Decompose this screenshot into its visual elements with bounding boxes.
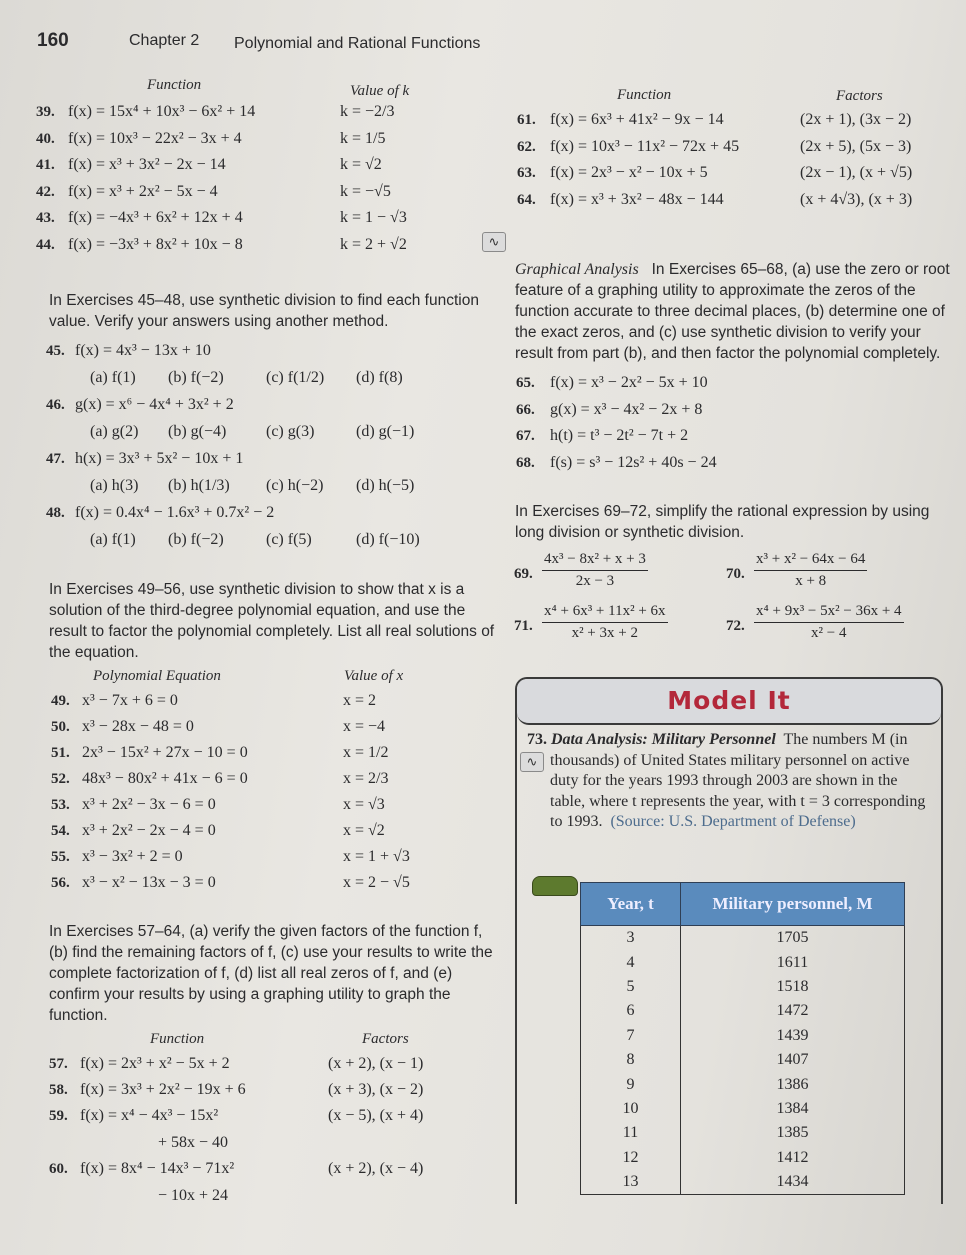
denominator: x² − 4 [811,625,847,641]
exercise-number: 70. [726,566,745,582]
numerator: x⁴ + 6x³ + 11x² + 6x [542,603,668,623]
table-row [581,1097,905,1121]
exercise-factors: (x + 2), (x − 4) [328,1160,424,1177]
exercise-function: f(x) = x³ + 3x² − 48x − 144 [550,190,724,208]
column-header-function: Function [147,77,202,93]
chapter-title: Polynomial and Rational Functions [234,35,481,52]
exercise-value: x = √2 [343,822,385,839]
exercise-value: k = √2 [340,156,382,174]
denominator: x² + 3x + 2 [571,625,638,641]
function-value-part: (c) h(−2) [266,477,324,494]
year-cell: 12 [581,1146,681,1170]
exercise-function: f(x) = x³ + 2x² − 5x − 4 [68,182,218,200]
table-row [581,999,905,1023]
instructions-45-48: In Exercises 45–48, use synthetic division to find each function value. Verify your answers using another method. [49,292,479,330]
year-cell: 5 [581,975,681,999]
column-header-equation: Polynomial Equation [93,668,221,684]
exercise-value: k = −2/3 [340,103,395,120]
exercise-function: f(s) = s³ − 12s² + 40s − 24 [550,454,717,472]
exercise-number: 52. [51,771,70,787]
table-row [581,950,905,974]
table-row [581,926,905,951]
exercise-number: 56. [51,875,70,891]
exercise-function: x³ − 3x² + 2 = 0 [82,848,183,865]
year-cell: 9 [581,1072,681,1096]
exercise-function: 2x³ − 15x² + 27x − 10 = 0 [82,744,248,761]
exercise-number: 71. [514,618,533,634]
exercise-number: 40. [36,130,55,147]
exercise-function: h(x) = 3x³ + 5x² − 10x + 1 [75,450,244,467]
exercise-number: 41. [36,157,55,174]
year-cell: 10 [581,1097,681,1121]
exercise-73-number: 73. [527,731,547,748]
table-row [581,1146,905,1170]
numerator: x³ + x² − 64x − 64 [754,551,867,571]
exercise-function: 48x³ − 80x² + 41x − 6 = 0 [82,770,248,787]
year-cell: 11 [581,1121,681,1145]
table-row [581,1024,905,1048]
exercise-function: f(x) = 3x³ + 2x² − 19x + 6 [80,1081,246,1098]
exercise-function: f(x) = 2x³ − x² − 10x + 5 [550,164,708,181]
exercise-number: 43. [36,210,55,227]
exercise-73-source: (Source: U.S. Department of Defense) [610,813,856,830]
instructions-49-56: In Exercises 49–56, use synthetic division to show that x is a solution of the third-degree polynomial equation, and use the result to factor the polynomial completely. List all real solutions of the equation. [49,581,495,661]
table-row [581,975,905,999]
exercise-number: 46. [46,397,65,413]
function-value-part: (b) h(1/3) [168,477,230,494]
exercise-factors: (x + 2), (x − 1) [328,1055,424,1072]
exercise-value: x = √3 [343,796,385,813]
year-cell: 3 [581,926,681,951]
exercise-number: 69. [514,566,533,582]
function-value-part: (a) g(2) [90,423,139,440]
exercise-function: f(x) = 8x⁴ − 14x³ − 71x² [80,1160,235,1177]
exercise-function: x³ + 2x² − 3x − 6 = 0 [82,796,216,813]
exercise-value: (2x + 5), (5x − 3) [800,137,912,155]
function-value-part: (d) h(−5) [356,477,415,494]
exercise-function: f(x) = 0.4x⁴ − 1.6x³ + 0.7x² − 2 [75,504,275,521]
exercise-value: x = 2/3 [343,770,389,787]
exercise-function: x³ − 7x + 6 = 0 [82,692,178,709]
exercise-number: 55. [51,849,70,865]
exercise-number: 61. [517,112,536,128]
personnel-cell: 1705 [681,926,905,951]
exercise-number: 50. [51,719,70,735]
exercise-value: k = 1 − √3 [340,209,407,227]
column-header-year: Year, t [581,883,681,926]
exercise-number: 58. [49,1082,68,1098]
instructions-65-68 [515,259,961,364]
exercise-number: 45. [46,343,65,359]
rational-expression [754,551,867,590]
column-header-function-57: Function [150,1031,205,1047]
denominator: 2x − 3 [575,573,615,589]
model-it-title: Model It [517,679,941,725]
personnel-cell: 1412 [681,1146,905,1170]
exercise-value: (2x + 1), (3x − 2) [800,111,912,128]
chapter-label: Chapter 2 [129,32,200,49]
exercise-function: f(x) = −3x³ + 8x² + 10x − 8 [68,236,243,253]
function-value-part: (c) g(3) [266,423,315,440]
exercise-function: f(x) = x³ + 3x² − 2x − 14 [68,156,226,174]
instructions-57-64: In Exercises 57–64, (a) verify the given factors of the function f, (b) find the remaining factors of f, (c) use your results to write the complete factorization of f, (d) list all real zeros of f, and (e) confirm your results by using a graphing utility to graph the function. [49,923,493,1024]
rational-expression [542,603,668,642]
exercise-function: f(x) = −4x³ + 6x² + 12x + 4 [68,209,243,227]
instructions-65-68-text: In Exercises 65–68, (a) use the zero or root feature of a graphing utility to approximate the zeros of the function accurate to three decimal places, (b) determine one of the exact zeros, and (c) use synthetic division to verify your result from part (b), and then factor the polynomial completely. [515,261,950,362]
exercise-function: x³ + 2x² − 2x − 4 = 0 [82,822,216,839]
exercise-number: 49. [51,693,70,709]
exercise-number: 57. [49,1056,68,1072]
column-header-x: Value of x [344,668,404,684]
personnel-cell: 1386 [681,1072,905,1096]
column-header-factors-61: Factors [836,88,883,104]
personnel-cell: 1472 [681,999,905,1023]
exercise-number: 67. [516,428,535,445]
table-row [581,1170,905,1195]
function-value-part: (b) g(−4) [168,423,227,440]
function-value-part: (a) f(1) [90,369,136,386]
year-cell: 7 [581,1024,681,1048]
personnel-cell: 1407 [681,1048,905,1072]
exercise-value: x = 1 + √3 [343,848,410,865]
exercise-number: 42. [36,183,55,200]
function-value-part: (a) f(1) [90,531,136,548]
graphing-utility-icon: ∿ [520,752,544,772]
table-row [581,1072,905,1096]
exercise-value: x = 1/2 [343,744,389,761]
exercise-number: 39. [36,104,55,120]
numerator: 4x³ − 8x² + x + 3 [542,551,648,571]
exercise-function: f(x) = 6x³ + 41x² − 9x − 14 [550,111,724,128]
exercise-value: (x + 4√3), (x + 3) [800,190,913,208]
column-header-factors-57: Factors [362,1031,409,1047]
column-header-k: Value of k [350,83,410,99]
exercise-factors: (x + 3), (x − 2) [328,1081,424,1098]
exercise-value: x = 2 − √5 [343,874,410,891]
exercise-number: 47. [46,451,65,467]
exercise-function: f(x) = 10x³ − 11x² − 72x + 45 [550,137,740,155]
exercise-73-lead: Data Analysis: Military Personnel [551,731,776,748]
exercise-factors: (x − 5), (x + 4) [328,1107,424,1124]
function-value-part: (b) f(−2) [168,369,224,386]
exercise-value: x = −4 [343,718,386,735]
function-value-part: (c) f(5) [266,531,312,548]
exercise-number: 65. [516,375,535,391]
exercise-value: x = 2 [343,692,377,709]
exercise-73-body: The numbers M (in thousands) of United States military personnel on active duty for the years 1993 through 2003 are shown in the table, where t represents the year, with t = 3 corresponding to 1993. [550,731,926,830]
function-value-part: (c) f(1/2) [266,369,325,386]
exercise-number: 66. [516,401,535,418]
graphical-analysis-lead: Graphical Analysis [515,261,639,278]
exercise-function: f(x) = 4x³ − 13x + 10 [75,342,211,359]
numerator: x⁴ + 9x³ − 5x² − 36x + 4 [754,603,904,623]
function-value-part: (d) f(8) [356,369,403,386]
exercise-function: x³ − x² − 13x − 3 = 0 [82,874,216,891]
exercise-number: 72. [726,618,745,634]
personnel-cell: 1439 [681,1024,905,1048]
page-number: 160 [37,30,69,51]
column-header-personnel: Military personnel, M [681,883,905,926]
year-cell: 13 [581,1170,681,1195]
personnel-cell: 1384 [681,1097,905,1121]
exercise-number: 51. [51,745,70,761]
function-value-part: (b) f(−2) [168,531,224,548]
exercise-function: g(x) = x⁶ − 4x⁴ + 3x² + 2 [75,396,234,413]
table-row [581,1121,905,1145]
personnel-cell: 1434 [681,1170,905,1195]
exercise-function: f(x) = 10x³ − 22x² − 3x + 4 [68,129,242,147]
personnel-cell: 1385 [681,1121,905,1145]
exercise-function: f(x) = 15x⁴ + 10x³ − 6x² + 14 [68,103,256,120]
rational-expression [754,603,904,642]
exercise-function: x³ − 28x − 48 = 0 [82,718,194,735]
exercise-number: 62. [517,138,536,155]
exercise-function: g(x) = x³ − 4x² − 2x + 8 [550,400,703,418]
exercise-number: 48. [46,505,65,521]
exercise-73-text [527,730,932,833]
exercise-number: 64. [517,191,536,208]
year-cell: 4 [581,950,681,974]
exercise-number: 60. [49,1161,68,1177]
exercise-value: k = 2 + √2 [340,236,407,253]
exercise-function: f(x) = x³ − 2x² − 5x + 10 [550,374,708,391]
exercise-number: 54. [51,823,70,839]
exercise-number: 59. [49,1108,68,1124]
exercise-number: 68. [516,455,535,472]
exercise-number: 63. [517,165,536,181]
personnel-cell: 1611 [681,950,905,974]
exercise-function-cont: − 10x + 24 [158,1187,229,1204]
tank-icon [532,876,578,896]
function-value-part: (d) g(−1) [356,423,415,440]
denominator: x + 8 [795,573,827,589]
exercise-function-cont: + 58x − 40 [158,1134,229,1151]
exercise-number: 53. [51,797,70,813]
exercise-value: (2x − 1), (x + √5) [800,164,913,181]
exercise-value: k = −√5 [340,182,391,200]
exercise-function: f(x) = x⁴ − 4x³ − 15x² [80,1107,219,1124]
graphing-utility-icon: ∿ [482,232,506,252]
year-cell: 8 [581,1048,681,1072]
exercise-value: k = 1/5 [340,129,386,147]
function-value-part: (a) h(3) [90,477,139,494]
rational-expression [542,551,648,590]
military-personnel-table [580,882,905,1195]
exercise-function: h(t) = t³ − 2t² − 7t + 2 [550,427,689,445]
instructions-69-72: In Exercises 69–72, simplify the rational expression by using long division or synthetic division. [515,503,930,541]
exercise-function: f(x) = 2x³ + x² − 5x + 2 [80,1055,230,1072]
column-header-function-61: Function [617,87,672,103]
table-row [581,1048,905,1072]
personnel-cell: 1518 [681,975,905,999]
year-cell: 6 [581,999,681,1023]
function-value-part: (d) f(−10) [356,531,420,548]
exercise-number: 44. [36,237,55,253]
